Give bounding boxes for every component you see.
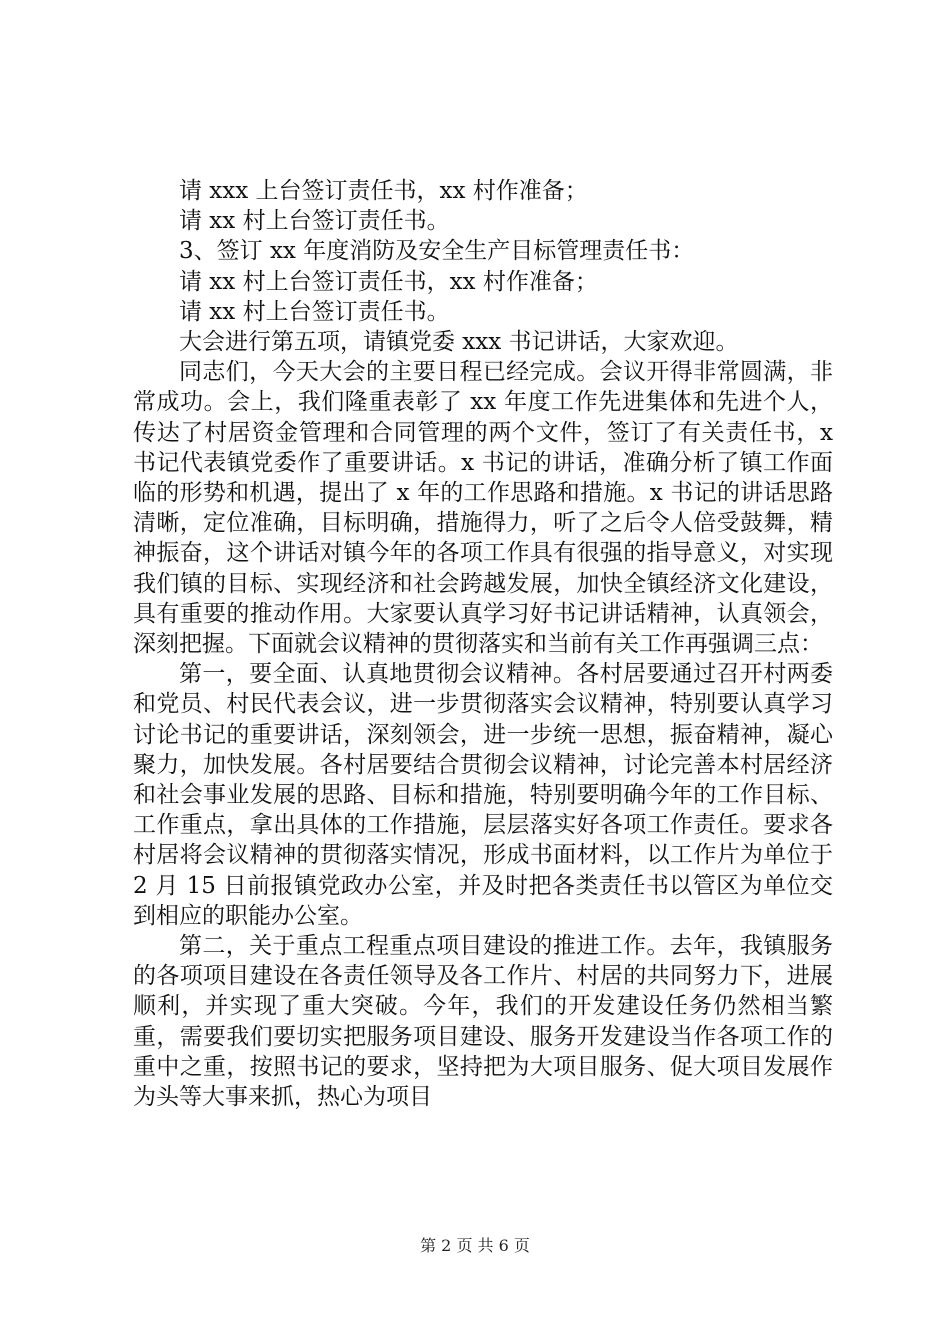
paragraph: 第二，关于重点工程重点项目建设的推进工作。去年，我镇服务的各项项目建设在各责任领导及各工作片、村居的共同努力下，进展顺利，并实现了重大突破。今年，我们的开发建设任务仍然相当繁重，需要我们要切实把服务项目建设、服务开发建设当作各项工作的重中之重，按照书记的要求，坚持把为大项目服务、促大项目发展作为头等大事来抓，热心为项目 [133,933,833,1111]
paragraph: 请 xx 村上台签订责任书。 [179,208,450,235]
paragraph: 请 xxx 上台签订责任书，xx 村作准备； [179,178,588,204]
paragraph: 3、签订 xx 年度消防及安全生产目标管理责任书： [179,238,695,265]
paragraph: 第一，要全面、认真地贯彻会议精神。各村居要通过召开村两委和党员、村民代表会议，进一步贯彻落实会议精神，特别要认真学习讨论书记的重要讲话，深刻领会，进一步统一思想，振奋精神，凝心聚力，加快发展。各村居要结合贯彻会议精神，讨论完善本村居经济和社会事业发展的思路、目标和措施，特别要明确今年的工作目标、工作重点，拿出具体的工作措施，层层落实好各项工作责任。要求各村居将会议精神的贯彻落实情况，形成书面材料，以工作片为单位于 2 月 15 日前报镇党政办公室，并及时把各类责任书以管区为单位交到相应的职能办公室。 [133,661,833,929]
paragraph: 大会进行第五项，请镇党委 xxx 书记讲话，大家欢迎。 [179,329,739,356]
paragraph: 请 xx 村上台签订责任书。 [179,298,450,325]
page-number-footer: 第 2 页 共 6 页 [420,1236,530,1255]
document-body [133,176,833,1112]
paragraph: 请 xx 村上台签订责任书，xx 村作准备； [179,268,598,295]
paragraph: 同志们，今天大会的主要日程已经完成。会议开得非常圆满，非常成功。会上，我们隆重表彰了 xx 年度工作先进集体和先进个人，传达了村居资金管理和合同管理的两个文件，签订了有关责任书，x 书记代表镇党委作了重要讲话。x 书记的讲话，准确分析了镇工作面临的形势和机遇，提出了 x 年的工作思路和措施。x 书记的讲话思路清晰，定位准确，目标明确，措施得力，听了之后令人倍受鼓舞，精神振奋，这个讲话对镇今年的各项工作具有很强的指导意义，对实现我们镇的目标、实现经济和社会跨越发展，加快全镇经济文化建设，具有重要的推动作用。大家要认真学习好书记讲话精神，认真领会，深刻把握。下面就会议精神的贯彻落实和当前有关工作再强调三点： [133,359,833,658]
